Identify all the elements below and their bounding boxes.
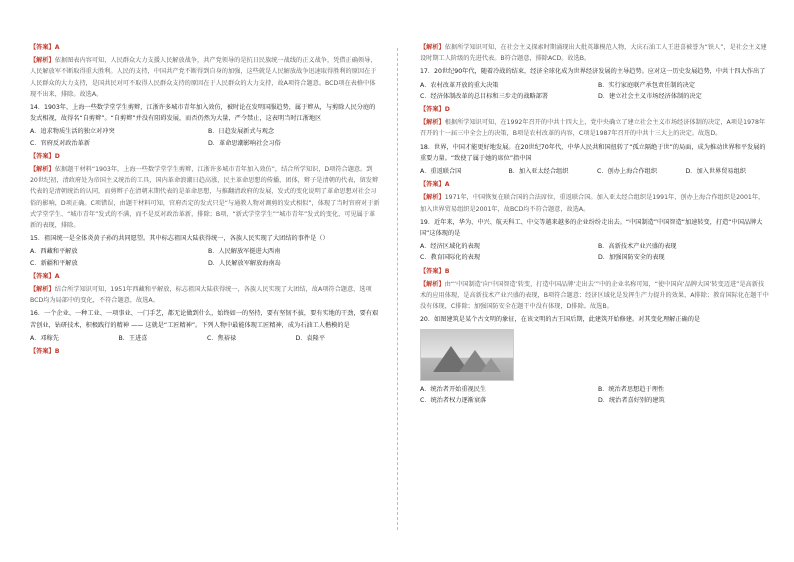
- explanation-15: [30, 284, 380, 306]
- explanation-text: 根据所学知识可知，在1992年召开的中共十四大上，党中央确立了建立社会主义市场经济体制的决定，A项是1978年召开的十一届三中全会上的决策，B项是农村改革的内容，C项是1987年召开的中共十三大上的决定。故选D。: [420, 119, 766, 138]
- option-a: A．重返联合国: [420, 168, 462, 176]
- answer-16: 【答案】B: [30, 348, 60, 356]
- exam-page: [0, 22, 794, 552]
- question-19: 19．近年来，华为、中兴、航天科工、中交等越来越多的企业纷纷走出去。“中国制造”中国智造“加速转变，打造“中国品牌大国”这体现的是: [420, 218, 763, 238]
- explanation-13: [30, 55, 380, 100]
- option-d: D．袁隆平: [295, 334, 326, 342]
- options-17: [420, 80, 770, 102]
- answer-13: 【答案】A: [30, 44, 60, 51]
- option-c: C．经济体制改革的总目标和三步走的战略部署: [420, 92, 549, 100]
- option-c: C．创办上海合作组织: [597, 168, 658, 176]
- options-18: [420, 166, 770, 177]
- options-16: [30, 333, 380, 344]
- option-a: A．农村改革开放的重大决策: [420, 81, 499, 89]
- option-b: B．人民解放军挺进大西南: [208, 248, 281, 256]
- option-c: C．新疆和平解放: [30, 259, 78, 267]
- right-column: [420, 42, 770, 408]
- explanation-16: [420, 42, 770, 64]
- option-c: C．统治者权力逐渐衰落: [420, 396, 487, 404]
- question-14: 14．1903年，上海一些数学堂学生剪辫，江浙许多城市青年加入效仿，被时论在发明国服趋势，属于辫从，与剪除人民分庭的发式相视，故得名“自剪辫”。“自剪辫”并没有阻碍发展，而否仍然为大量，严令禁止，这表明当时江浙地区: [30, 104, 376, 123]
- explanation-tag: 【解析】: [420, 280, 445, 288]
- explanation-text: 依据所学知识可知，在社会主义探索时期涌现出大批英雄模范人物，大庆石油工人王进喜被誉为“铁人”，是社会主义建设时期工人阶级的先进代表。B符合题意，排除ACD。故选B。: [420, 44, 767, 63]
- options-15: [30, 246, 380, 268]
- question-16: 16．一个企业、一种工业、一项事业、一门手艺，都无论做到什么，始终如一的坚持，要有坚韧不拔，要有实地的干劲，要有艰苦创业，钻研技术，积极践行的精神 —— 这就是“工匠精神”。下列人物中最能体现工匠精神，成为石油工人楷模的是: [30, 310, 379, 329]
- options-14: [30, 126, 380, 148]
- explanation-tag: 【解析】: [420, 194, 445, 202]
- pyramid-shape: [481, 358, 501, 372]
- answer-17: 【答案】D: [420, 106, 450, 114]
- explanation-tag: 【解析】: [420, 44, 445, 51]
- explanation-text: 1971年，中国恢复在联合国的合法席位，重返联合国。加入亚太经合组织是1991年，创办上海合作组织是2001年，加入世界贸易组织是2001年，故BCD均不符合题意，故选A。: [420, 194, 765, 213]
- left-column: [30, 42, 380, 359]
- explanation-17: [420, 117, 770, 139]
- explanation-18: [420, 192, 770, 214]
- explanation-tag: 【解析】: [30, 166, 55, 174]
- option-a: A．统治者开始重视民生: [420, 385, 487, 393]
- explanation-text: 结合所学知识可知，1951年西藏和平解放，标志祖国大陆获得统一，各族人民实现了大团结，故A项符合题意，选项BCD均为局部中的变化，不符合题意，故选A。: [30, 286, 372, 305]
- option-d: D．加入世界贸易组织: [685, 168, 746, 176]
- option-d: D．革命思潮影响社会习俗: [208, 139, 281, 147]
- answer-14: 【答案】D: [30, 152, 60, 160]
- option-b: B．加入亚太经合组织: [508, 168, 569, 176]
- option-a: A．追求物质生活的独立对冲突: [30, 128, 115, 136]
- option-b: B．统治者思想趋于理性: [598, 385, 665, 393]
- question-18: 18．世界，中国才能更好地发展。在20世纪70年代，中华人民共和国扭转了“孤立隔绝于世”的局面，成为推动世界和平发展的重要力量。“致使了属于她的席位”指中国: [420, 143, 766, 162]
- explanation-text: 由“‘中国制造’向‘中国智造’转变，打造中国品牌‘走出去’”中的企业名称可知，“使中国向‘品牌大国’转变迈进”是高新技术的应用体现，是高新技术产业兴盛的表现，B项符合题意；经济区域化是发挥生产力提升的效果，A排除；教育国际化在题干中没有体现，C排除；加强国防安全在题干中没有体现，D排除。故选B。: [420, 280, 769, 311]
- explanation-14: [30, 164, 380, 231]
- option-d: D．人民解放军解放海南岛: [208, 259, 281, 267]
- option-a: A．西藏和平解放: [30, 248, 78, 256]
- answer-15: 【答案】A: [30, 272, 60, 280]
- explanation-text: 依据图表内容可知，人民群众大力支援人民解放战争，共产党领导的是抗日民族统一战线的正义战争，凭借正确领导，人民解放军不断取得重大胜利。人民的支持，中国共产党不断得到自身的加强，这些就是人民解放战争迅速取得胜利的原因在于人民群众的大力支持，是国共民对可不取得人民群众支持的原因在于人民群众的大力支持，故A项符合题意。BCD项在表格中体现不出来，排除。故选A。: [30, 57, 377, 98]
- option-b: B．高新技术产业兴盛的表现: [598, 243, 677, 251]
- column-divider: [397, 48, 398, 530]
- options-20: [420, 384, 770, 406]
- explanation-text: 依据题干材料“1903年，上海一些数学堂学生剪辫，江浙许多城市青年加入效仿”，结合所学知识，D项符合题意。到20世纪初，清政府处为帝国主义统治的工具，国内革命浪潮日趋高涨，民主革命思想的传播，团体，辫子是清朝的代表，留发辫代表的是清朝统治的认同，而剪辫子在清朝末期代表的是革命思想，与推翻清政府的发展，发式的变化说明了革命思想对社会习俗的影响，D项正确。C项错误，由题干材料可知，官府否定的发式只是“与通教人物对调剪的发式相似”，体现了当时官府对于新式学堂学生、“城市青年”发式的不满，而不是反对政治革新，排除；B项，“新式学堂学生”“城市青年”发式的变化，可见属于革新的表现，排除。: [30, 166, 380, 230]
- option-b: B．日趋发展新式与观念: [208, 128, 275, 136]
- option-d: D．建立社会主义市场经济体制的决定: [598, 92, 702, 100]
- question-20: 20．如图建筑是某个古文明的象征，在该文明的古王国后期，此建筑开始修建。对其变化理解正确的是: [420, 316, 701, 324]
- explanation-tag: 【解析】: [420, 119, 445, 127]
- pyramid-image: [420, 329, 514, 381]
- options-19: [420, 241, 770, 263]
- option-a: A．邓稼先: [30, 334, 59, 342]
- option-b: B．实行家庭联产承包责任制的决定: [598, 81, 696, 89]
- option-c: C．官府反对政治革新: [30, 139, 91, 147]
- question-15: 15．祖国统一是全体炎黄子孙的共同愿望。其中标志祖国大陆获得统一，各族人民实现了大团结的事件是（）: [30, 235, 329, 243]
- option-b: B．王进喜: [118, 334, 148, 342]
- option-c: C．教育国际化的表现: [420, 254, 481, 262]
- answer-19: 【答案】B: [420, 267, 450, 275]
- option-a: A．经济区域化的表现: [420, 243, 480, 251]
- explanation-tag: 【解析】: [30, 286, 55, 294]
- option-c: C．焦裕禄: [207, 334, 237, 342]
- question-17: 17．20世纪90年代，随着冷战的结束，经济全球化成为世界经济发展的主导趋势。应对这一历史发展趋势，中共十四大作出了: [420, 68, 766, 76]
- explanation-tag: 【解析】: [30, 57, 55, 65]
- option-d: D．统治者喜好别的建筑: [598, 396, 665, 404]
- explanation-19: [420, 279, 770, 313]
- option-d: D．加强国防安全的表现: [598, 254, 665, 262]
- answer-18: 【答案】A: [420, 181, 450, 189]
